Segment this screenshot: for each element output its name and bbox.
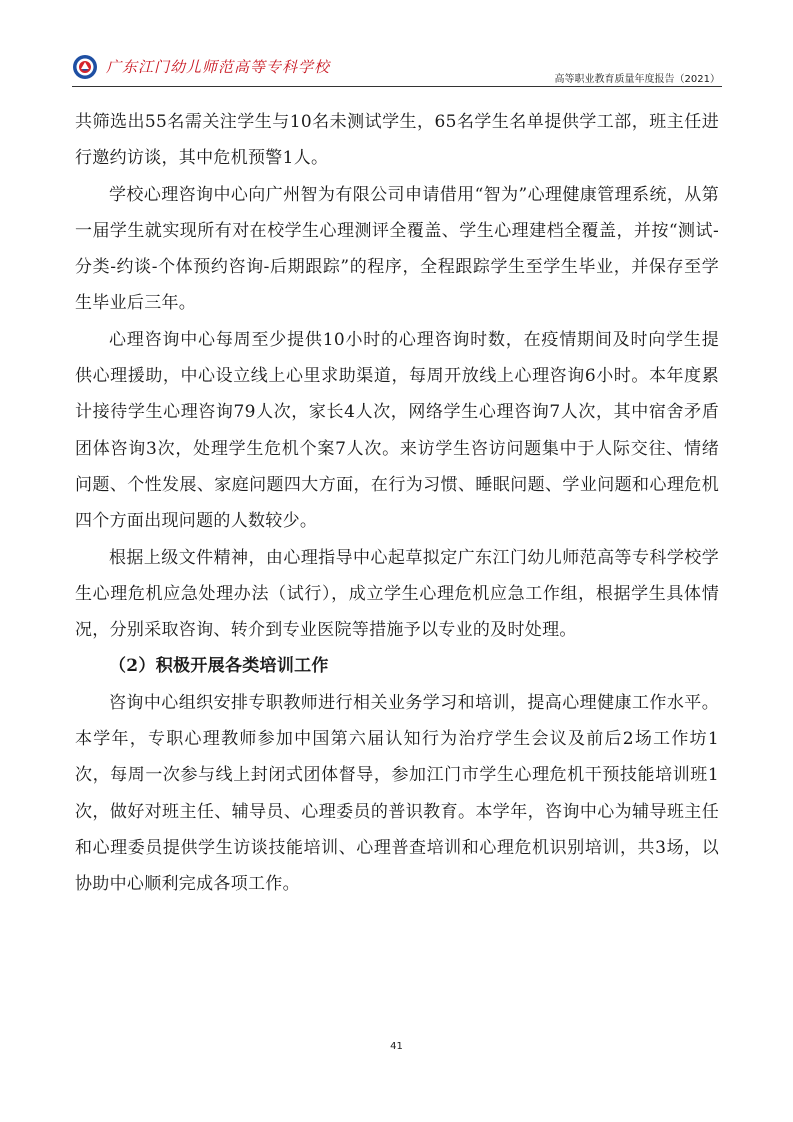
report-title: 高等职业教育质量年度报告（2021） [554,74,720,85]
school-emblem-icon [72,54,98,80]
paragraph-continuation: 共筛选出55名需关注学生与10名未测试学生，65名学生名单提供学工部，班主任进行邀约访谈，其中危机预警1人。 [75,112,719,169]
page-header [72,50,722,86]
paragraph-training: 咨询中心组织安排专职教师进行相关业务学习和培训，提高心理健康工作水平。本学年，专职心理教师参加中国第六届认知行为治疗学生会议及前后2场工作坊1次，每周一次参与线上封闭式团体督导，参加江门市学生心理危机干预技能培训班1次，做好对班主任、辅导员、心理委员的普识教育。本学年，咨询中心为辅导班主任和心理委员提供学生访谈技能培训、心理普查培训和心理危机识别培训，共3场，以协助中心顺利完成各项工作。 [75,692,719,895]
document-body [75,104,719,903]
paragraph-crisis-handling: 根据上级文件精神，由心理指导中心起草拟定广东江门幼儿师范高等专科学校学生心理危机应急处理办法（试行），成立学生心理危机应急工作组，根据学生具体情况，分别采取咨询、转介到专业医院等措施予以专业的及时处理。 [75,547,719,641]
paragraph-psych-system: 学校心理咨询中心向广州智为有限公司申请借用“智为”心理健康管理系统，从第一届学生就实现所有对在校学生心理测评全覆盖、学生心理建档全覆盖，并按“测试-分类-约谈-个体预约咨询-后期跟踪”的程序，全程跟踪学生至学生毕业，并保存至学生毕业后三年。 [75,184,719,314]
paragraph-consultation-hours: 心理咨询中心每周至少提供10小时的心理咨询时数，在疫情期间及时向学生提供心理援助，中心设立线上心里求助渠道，每周开放线上心理咨询6小时。本年度累计接待学生心理咨询79人次，家长4人次，网络学生心理咨询7人次，其中宿舍矛盾团体咨询3次，处理学生危机个案7人次。来访学生咨访问题集中于人际交往、情绪问题、个性发展、家庭问题四大方面，在行为习惯、睡眠问题、学业问题和心理危机四个方面出现问题的人数较少。 [75,329,719,532]
page-number: 41 [390,1041,403,1052]
section-subheading: （2）积极开展各类培训工作 [109,656,329,677]
header-divider [72,86,722,87]
school-name: 广东江门幼儿师范高等专科学校 [106,58,331,76]
